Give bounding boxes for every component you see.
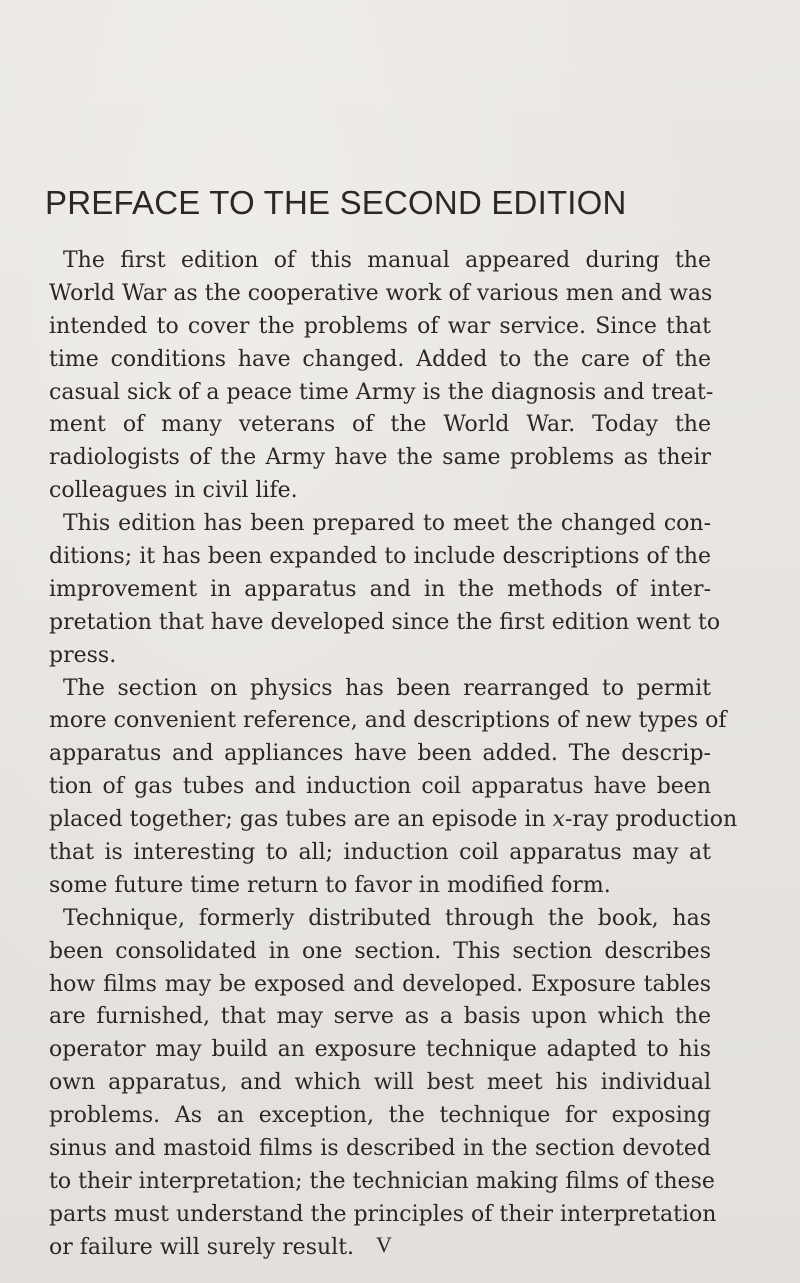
text-line: more convenient reference, and descriptions of new types of xyxy=(49,708,727,734)
text-line: are furnished, that may serve as a basis upon which the xyxy=(49,1004,711,1030)
text-line: pretation that have developed since the first edition went to xyxy=(49,609,721,635)
text-line: own apparatus, and which will best meet his individual xyxy=(49,1070,711,1096)
text-line: been consolidated in one section. This section describes xyxy=(49,938,711,964)
text-line: The first edition of this manual appeared during the xyxy=(63,248,711,273)
text-line: parts must understand the principles of their interpretation xyxy=(49,1201,717,1227)
text-line: that is interesting to all; induction coil apparatus may at xyxy=(49,840,711,866)
preface-body xyxy=(49,245,738,1265)
text-line: apparatus and appliances have been added. The descrip- xyxy=(49,741,711,767)
text-line: This edition has been prepared to meet the changed con- xyxy=(63,511,711,537)
text-line: Technique, formerly distributed through the book, has xyxy=(63,905,711,931)
text-line: radiologists of the Army have the same problems as their xyxy=(49,445,711,471)
text-line: press. xyxy=(49,642,117,668)
text-line: tion of gas tubes and induction coil apparatus have been xyxy=(49,774,711,800)
text-line: operator may build an exposure technique adapted to his xyxy=(49,1037,711,1063)
page-title: PREFACE TO THE SECOND EDITION xyxy=(45,184,627,221)
text-line: The section on physics has been rearranged to permit xyxy=(63,675,711,701)
text-line: problems. As an exception, the technique for exposing xyxy=(49,1103,711,1129)
text-line: intended to cover the problems of war service. Since that xyxy=(49,313,711,339)
text-line: time conditions have changed. Added to the care of the xyxy=(49,346,711,372)
text-line: World War as the cooperative work of various men and was xyxy=(49,280,713,306)
text-line: casual sick of a peace time Army is the diagnosis and treat- xyxy=(49,379,714,405)
text-line: or failure will surely result. xyxy=(49,1234,355,1260)
text-line: sinus and mastoid films is described in the section devoted xyxy=(49,1136,711,1162)
text-line: to their interpretation; the technician making films of these xyxy=(49,1168,715,1194)
text-line: colleagues in civil life. xyxy=(49,478,298,504)
text-line: some future time return to favor in modified form. xyxy=(49,872,611,898)
text-line: ditions; it has been expanded to include descriptions of the xyxy=(49,544,711,570)
text-line: improvement in apparatus and in the methods of inter- xyxy=(49,576,711,602)
text-line: placed together; gas tubes are an episode in x-ray production xyxy=(49,807,738,833)
text-line: how films may be exposed and developed. Exposure tables xyxy=(49,971,711,997)
page-number: V xyxy=(376,1232,392,1257)
text-line: ment of many veterans of the World War. Today the xyxy=(49,412,711,438)
